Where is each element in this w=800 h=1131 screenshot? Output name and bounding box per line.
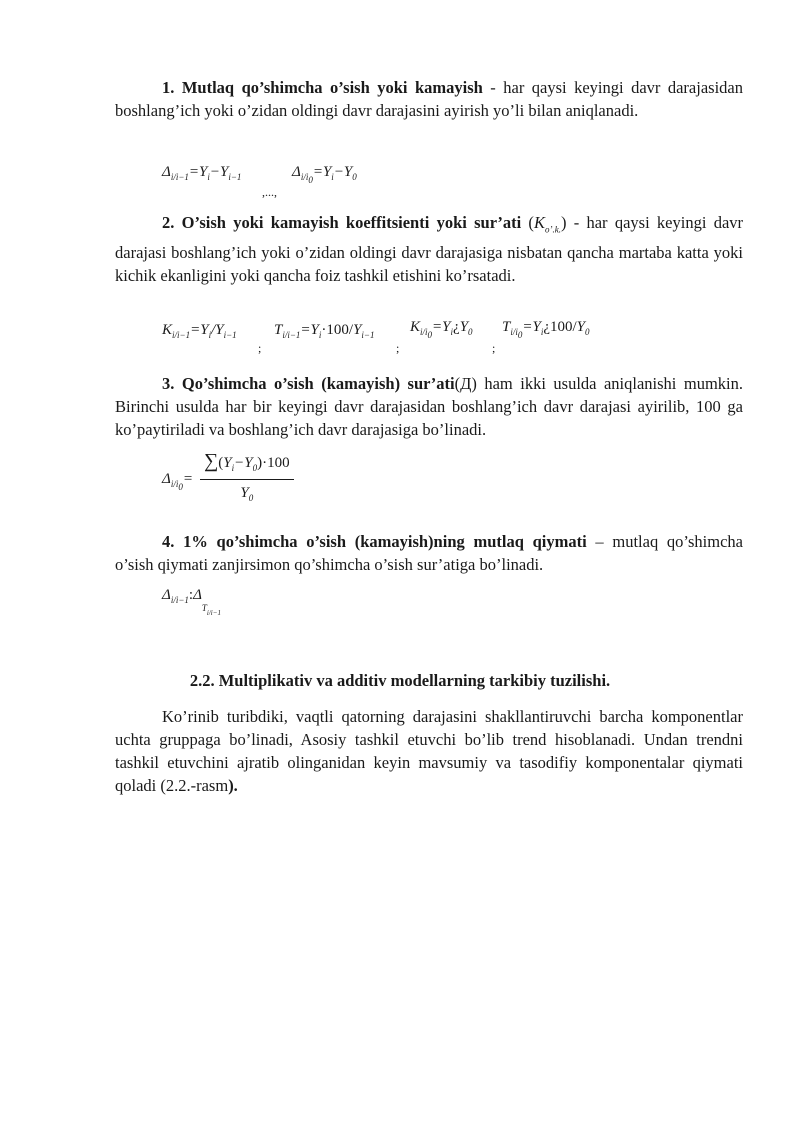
growth-coefficient-title: 2. O’sish yoki kamayish koeffitsienti yoki sur’ati [162,213,522,232]
paragraph-additional-growth-rate [115,372,743,441]
formula-additional-growth-lhs: $\Delta_{i/i_0}=$ [162,471,193,492]
additional-growth-rate-text: ham ikki usulda aniqlanishi mumkin. Birinchi usulda har bir keyingi davr darajasidan boshlang’ich davr darajasi ayirilib, 100 ga ko’paytiriladi va boshlang’ich davr darajasiga bo’linadi. [115,374,743,439]
paragraph-absolute-growth [115,76,743,122]
paragraph-model-structure: Ko’rinib turibdiki, vaqtli qatorning darajasini shakllantiruvchi barcha komponentlar uchta gruppaga bo’linadi, Asosiy tashkil etuvchi bo’lib trend hisoblanadi. Undan trendni tashkil etuvchini ajratib olinganidan keyin mavsumiy va tasodifiy komponentalar qiymati qoladi (2.2.-rasm). [115,707,743,795]
paragraph-growth-coefficient: 2. O’sish yoki kamayish koeffitsienti yoki sur’ati $(K_{o’.k.})$ - har qaysi keyingi davr darajasi boshlang’ich yoki o’zidan oldingi davr darajasiga nisbatan qancha martaba katta yoki kichik ekanligini yoki qancha foiz tashkil etishini ko’rsatadi. [115,213,744,286]
absolute-growth-title: 1. Mutlaq qo’shimcha o’sish yoki kamayish [162,78,483,97]
one-percent-value-title: 4. 1% qo’shimcha o’sish (kamayish)ning mutlaq qiymati [162,532,587,551]
formula-separator-3: ; [492,341,496,355]
formula-coefficient-base: $K_{i/i_0}=Y_i¿Y_0$ [410,319,473,340]
formula-absolute-growth-base: $\Delta_{i/i_0}=Y_i-Y_0$ [292,164,357,185]
absolute-growth-text: - har qaysi keyingi davr darajasidan boshlang’ich yoki o’zidan oldingi davr darajasini ayirish yo’li bilan aniqlanadi. [115,78,743,120]
formula-rate-base: $T_{i/i_0}=Y_i¿100/Y_0$ [502,319,590,340]
formula-separator-1: ; [258,341,262,355]
formula-ellipsis: ,..., [262,185,277,199]
formula-rate-chain: $T_{i/i-1}=Y_i\cdot 100/Y_{i-1}$ [274,322,375,340]
additional-growth-rate-symbol: (Д) [454,374,477,393]
formula-additional-growth-fraction: $\frac{\sum(Y_i-Y_0)\cdot 100}{Y_0}$ [200,452,294,507]
paragraph-one-percent-value [115,530,743,576]
model-structure-text: Ko’rinib turibdiki, vaqtli qatorning darajasini shakllantiruvchi barcha komponentlar uchta gruppaga bo’linadi, Asosiy tashkil etuvchi bo’lib trend hisoblanadi. Undan trendni tashkil etuvchini ajratib olinganidan keyin mavsumiy va tasodifiy komponentalar qiymati qoladi (2.2.-rasm [115,707,743,795]
formula-separator-2: ; [396,341,400,355]
formula-one-percent-value: $\Delta_{i/i-1}:\Delta_{Ti/i-1}$ [162,587,221,617]
formula-absolute-growth-chain: $\Delta_{i/i-1}=Y_i-Y_{i-1}$ [162,164,242,182]
growth-coefficient-text: ) - har qaysi keyingi davr darajasi boshlang’ich yoki o’zidan oldingi davr darajasiga nisbatan qancha martaba katta yoki kichik ekanligini yoki qancha foiz tashkil etishini ko’rsatadi. [115,213,744,286]
section-heading: 2.2. Multiplikativ va additiv modellarning tarkibiy tuzilishi. [189,671,611,690]
growth-coefficient-symbol: K [533,213,545,232]
one-percent-value-text: – mutlaq qo’shimcha o’sish qiymati zanjirsimon qo’shimcha o’sish sur’atiga bo’linadi. [115,532,744,574]
formula-coefficient-chain: $K_{i/i-1}=Y_i/Y_{i-1}$ [162,322,237,340]
additional-growth-rate-title: 3. Qo’shimcha o’sish (kamayish) sur’ati [162,374,455,393]
